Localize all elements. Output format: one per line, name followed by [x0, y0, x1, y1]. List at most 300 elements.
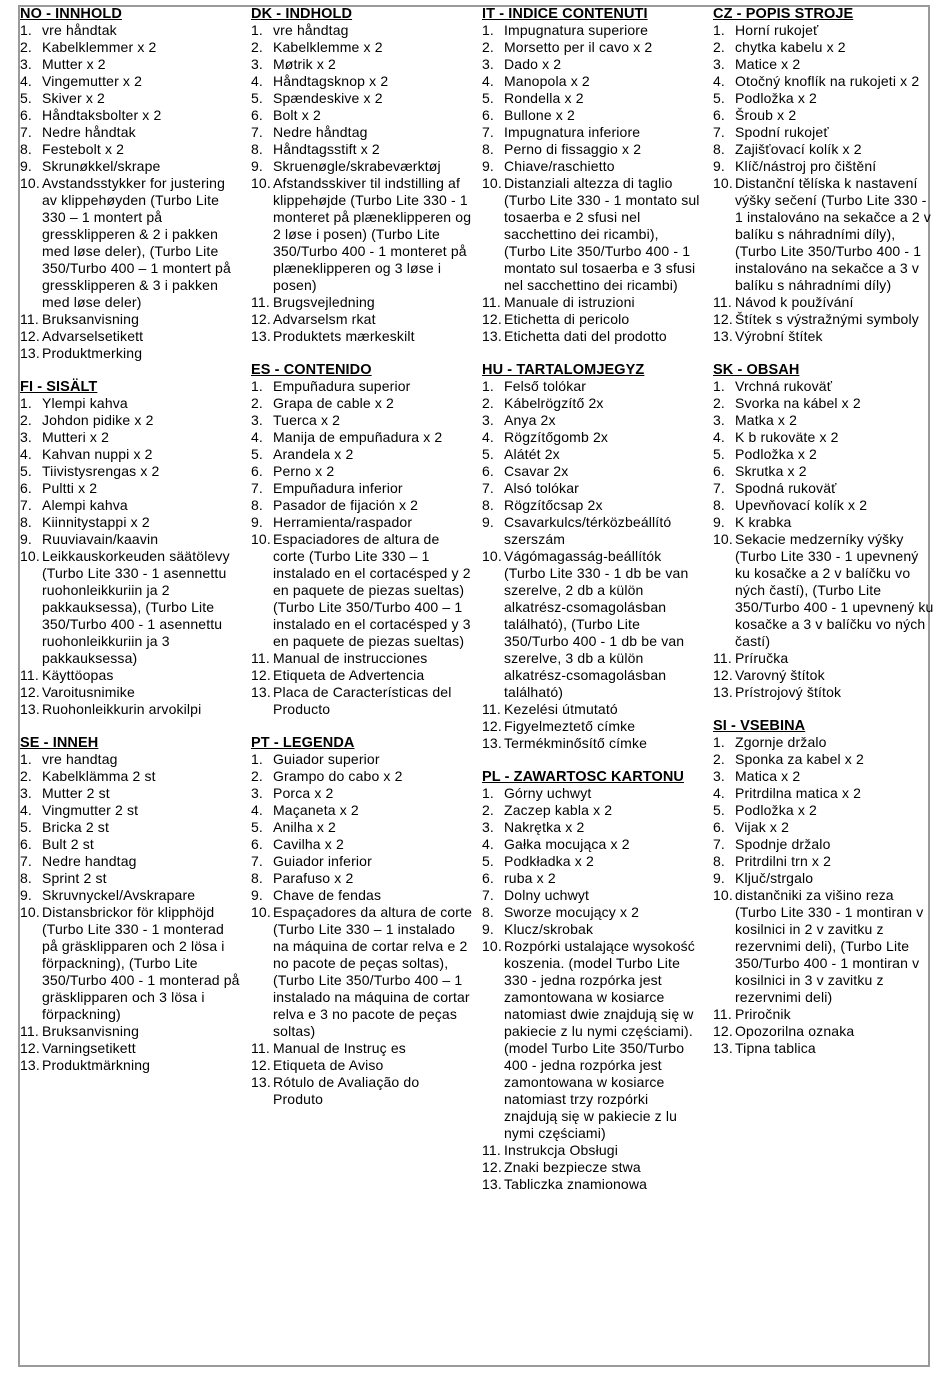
item-number: 3. — [251, 56, 263, 72]
item-text: Zaczep kabla x 2 — [504, 802, 613, 818]
item-text: Kahvan nuppi x 2 — [42, 446, 153, 462]
list-item — [20, 446, 242, 463]
list-item — [251, 751, 473, 768]
item-number: 2. — [20, 412, 32, 428]
list-item — [251, 56, 473, 73]
language-section — [251, 735, 473, 1108]
item-number: 11. — [20, 667, 39, 683]
item-text: Svorka na kábel x 2 — [735, 395, 861, 411]
item-number: 2. — [482, 395, 494, 411]
item-text: K b rukoväte x 2 — [735, 429, 839, 445]
language-section — [20, 6, 242, 362]
list-item — [713, 667, 935, 684]
item-number: 10. — [20, 175, 40, 191]
item-text: Manuale di istruzioni — [504, 294, 635, 310]
list-item — [713, 395, 935, 412]
item-number: 6. — [482, 463, 494, 479]
parts-list — [251, 22, 473, 345]
list-item — [20, 22, 242, 39]
item-number: 8. — [251, 870, 263, 886]
item-number: 6. — [713, 107, 725, 123]
item-text: Felső tolókar — [504, 378, 587, 394]
list-item — [20, 548, 242, 667]
item-text: Kabelklämma 2 st — [42, 768, 156, 784]
item-text: Manopola x 2 — [504, 73, 590, 89]
item-number: 7. — [713, 124, 725, 140]
item-text: Vingemutter x 2 — [42, 73, 143, 89]
item-number: 2. — [251, 768, 263, 784]
parts-list — [251, 378, 473, 718]
item-number: 7. — [20, 497, 32, 513]
section-title: NO - INNHOLD — [20, 6, 122, 22]
item-number: 5. — [713, 90, 725, 106]
item-text: Mutter 2 st — [42, 785, 110, 801]
parts-list — [713, 734, 935, 1057]
item-number: 6. — [251, 463, 263, 479]
list-item — [251, 446, 473, 463]
item-text: Alátét 2x — [504, 446, 560, 462]
item-text: Instrukcja Obsługi — [504, 1142, 618, 1158]
list-item — [251, 328, 473, 345]
item-text: Skruvnyckel/Avskrapare — [42, 887, 196, 903]
list-item — [251, 378, 473, 395]
list-item — [713, 429, 935, 446]
item-text: Herramienta/raspador — [273, 514, 413, 530]
section-title: SK - OBSAH — [713, 362, 800, 378]
item-number: 11. — [482, 701, 501, 717]
list-item — [713, 175, 935, 294]
list-item — [251, 531, 473, 650]
item-number: 5. — [482, 446, 494, 462]
item-number: 2. — [251, 395, 263, 411]
item-number: 13. — [482, 735, 502, 751]
item-number: 3. — [482, 412, 494, 428]
item-number: 7. — [20, 853, 32, 869]
item-text: Empuñadura inferior — [273, 480, 403, 496]
language-section — [251, 6, 473, 345]
item-number: 13. — [482, 328, 502, 344]
item-number: 9. — [20, 887, 32, 903]
item-text: Guiador inferior — [273, 853, 372, 869]
list-item — [251, 514, 473, 531]
item-number: 6. — [482, 870, 494, 886]
list-item — [713, 751, 935, 768]
list-item — [482, 141, 704, 158]
language-section — [482, 6, 704, 345]
item-number: 12. — [20, 328, 40, 344]
list-item — [20, 1057, 242, 1074]
item-number: 10. — [482, 938, 502, 954]
list-item — [20, 158, 242, 175]
list-item — [482, 311, 704, 328]
item-text: Rozpórki ustalające wysokość koszenia. (model Turbo Lite 330 - jedna rozpórka jest zamontowana w kosiarce natomiast dwie znajdują się w pakiecie z lu nymi częściami). (model Turbo Lite 350/Turbo 400 - jedna rozpórka jest zamontowana w kosiarce natomiast trzy rozpórki znajdują się w pakiecie z lu nymi częściami) — [504, 938, 695, 1141]
list-item — [713, 514, 935, 531]
list-item — [20, 39, 242, 56]
item-number: 4. — [20, 446, 32, 462]
list-item — [20, 463, 242, 480]
list-item — [251, 158, 473, 175]
list-item — [482, 887, 704, 904]
item-text: Csavar 2x — [504, 463, 569, 479]
item-number: 6. — [20, 480, 32, 496]
item-text: Ruuviavain/kaavin — [42, 531, 159, 547]
item-text: Bruksanvisning — [42, 311, 140, 327]
item-number: 4. — [251, 429, 263, 445]
list-item — [713, 294, 935, 311]
item-text: Sekacie medzerníky výšky (Turbo Lite 330 - 1 upevnený ku kosačke a 2 v balíčku vo ných častí), (Turbo Lite 350/Turbo 400 - 1 upevnený ku kosačke a 3 v balíčku vo ných častí) — [735, 531, 934, 649]
section-title: ES - CONTENIDO — [251, 362, 372, 378]
item-text: Johdon pidike x 2 — [42, 412, 154, 428]
list-item — [482, 446, 704, 463]
item-text: Csavarkulcs/térközbeállító szerszám — [504, 514, 672, 547]
list-item — [713, 836, 935, 853]
list-item — [482, 514, 704, 548]
list-item — [251, 802, 473, 819]
item-number: 7. — [251, 853, 263, 869]
item-number: 1. — [251, 751, 263, 767]
list-item — [20, 751, 242, 768]
item-number: 12. — [251, 667, 271, 683]
list-item — [251, 90, 473, 107]
item-text: Varovný štítok — [735, 667, 825, 683]
column-4 — [713, 6, 935, 1074]
item-text: Podložka x 2 — [735, 446, 817, 462]
item-number: 3. — [713, 768, 725, 784]
list-item — [713, 887, 935, 1006]
list-item — [713, 90, 935, 107]
item-text: Pultti x 2 — [42, 480, 98, 496]
list-item — [482, 158, 704, 175]
list-item — [482, 107, 704, 124]
list-item — [713, 480, 935, 497]
item-number: 2. — [713, 39, 725, 55]
item-number: 1. — [20, 22, 32, 38]
list-item — [482, 1159, 704, 1176]
list-item — [482, 938, 704, 1142]
list-item — [482, 921, 704, 938]
list-item — [251, 39, 473, 56]
item-number: 1. — [713, 22, 725, 38]
item-text: Manual de Instruç es — [273, 1040, 406, 1056]
column-1 — [20, 6, 242, 1091]
item-text: Produktets mærkeskilt — [273, 328, 415, 344]
list-item — [20, 531, 242, 548]
item-text: Mutter x 2 — [42, 56, 106, 72]
item-text: Ylempi kahva — [42, 395, 128, 411]
list-item — [20, 819, 242, 836]
list-item — [482, 412, 704, 429]
item-text: vre håndtak — [42, 22, 117, 38]
item-text: Zajišťovací kolík x 2 — [735, 141, 862, 157]
item-text: Klucz/skrobak — [504, 921, 594, 937]
list-item — [251, 836, 473, 853]
item-number: 3. — [482, 56, 494, 72]
list-item — [482, 904, 704, 921]
list-item — [20, 107, 242, 124]
list-item — [482, 463, 704, 480]
item-number: 12. — [713, 1023, 733, 1039]
item-number: 13. — [20, 1057, 40, 1073]
item-number: 9. — [251, 158, 263, 174]
list-item — [251, 497, 473, 514]
list-item — [20, 311, 242, 328]
item-text: Opozorilna oznaka — [735, 1023, 855, 1039]
parts-list — [482, 785, 704, 1193]
item-text: Bricka 2 st — [42, 819, 110, 835]
list-item — [251, 395, 473, 412]
item-text: Arandela x 2 — [273, 446, 354, 462]
list-item — [251, 107, 473, 124]
item-number: 4. — [482, 73, 494, 89]
list-item — [20, 514, 242, 531]
item-number: 5. — [713, 446, 725, 462]
item-text: Chiave/raschietto — [504, 158, 615, 174]
list-item — [20, 328, 242, 345]
list-item — [20, 667, 242, 684]
list-item — [251, 870, 473, 887]
item-number: 6. — [251, 836, 263, 852]
item-text: Pasador de fijación x 2 — [273, 497, 419, 513]
item-number: 6. — [20, 836, 32, 852]
item-text: Zgornje držalo — [735, 734, 827, 750]
list-item — [20, 124, 242, 141]
item-text: Výrobní štítek — [735, 328, 823, 344]
section-title: PL - ZAWARTOSC KARTONU — [482, 769, 684, 785]
item-number: 10. — [251, 904, 271, 920]
item-text: Placa de Características del Producto — [273, 684, 452, 717]
language-section — [482, 362, 704, 752]
list-item — [251, 311, 473, 328]
list-item — [251, 412, 473, 429]
item-number: 12. — [482, 311, 502, 327]
item-number: 3. — [251, 785, 263, 801]
list-item — [482, 56, 704, 73]
item-number: 5. — [713, 802, 725, 818]
list-item — [251, 819, 473, 836]
item-text: Kezelési útmutató — [504, 701, 618, 717]
item-number: 3. — [251, 412, 263, 428]
item-number: 11. — [251, 650, 270, 666]
list-item — [713, 870, 935, 887]
item-number: 6. — [20, 107, 32, 123]
item-text: Návod k používání — [735, 294, 854, 310]
item-text: Empuñadura superior — [273, 378, 411, 394]
list-item — [713, 684, 935, 701]
item-text: Etichetta di pericolo — [504, 311, 630, 327]
list-item — [713, 497, 935, 514]
item-number: 9. — [482, 514, 494, 530]
list-item — [20, 853, 242, 870]
section-title: DK - INDHOLD — [251, 6, 353, 22]
list-item — [251, 684, 473, 718]
list-item — [482, 124, 704, 141]
list-item — [251, 1040, 473, 1057]
item-text: Porca x 2 — [273, 785, 334, 801]
list-item — [713, 802, 935, 819]
item-text: Impugnatura inferiore — [504, 124, 641, 140]
item-text: Otočný knoflík na rukojeti x 2 — [735, 73, 920, 89]
item-text: Alempi kahva — [42, 497, 128, 513]
item-text: Cavilha x 2 — [273, 836, 344, 852]
item-text: Spændeskive x 2 — [273, 90, 383, 106]
item-text: Håndtagsknop x 2 — [273, 73, 389, 89]
item-text: Impugnatura superiore — [504, 22, 649, 38]
item-number: 1. — [20, 751, 32, 767]
column-3 — [482, 6, 704, 1210]
item-number: 5. — [251, 819, 263, 835]
list-item — [482, 480, 704, 497]
item-number: 11. — [20, 1023, 39, 1039]
item-text: Tipna tablica — [735, 1040, 816, 1056]
item-text: Distanziali altezza di taglio (Turbo Lite 330 - 1 montato sul tosaerba e 2 sfusi nel sacchettino dei ricambi), (Turbo Lite 350/Turbo 400 - 1 montato sul tosaerba e 3 sfusi nel sacchettino dei ricambi) — [504, 175, 700, 293]
item-text: ruba x 2 — [504, 870, 556, 886]
item-text: Klíč/nástroj pro čištění — [735, 158, 877, 174]
item-number: 9. — [713, 158, 725, 174]
item-number: 10. — [251, 175, 271, 191]
list-item — [251, 1057, 473, 1074]
list-item — [713, 1023, 935, 1040]
list-item — [713, 1006, 935, 1023]
list-item — [482, 701, 704, 718]
item-number: 11. — [20, 311, 39, 327]
parts-list — [20, 395, 242, 718]
item-number: 12. — [251, 1057, 271, 1073]
item-text: Produktmerking — [42, 345, 143, 361]
list-item — [713, 853, 935, 870]
language-section — [713, 718, 935, 1057]
list-item — [482, 429, 704, 446]
section-title: SE - INNEH — [20, 735, 99, 751]
item-text: Skrunøkkel/skrape — [42, 158, 161, 174]
parts-list — [20, 22, 242, 362]
item-number: 4. — [482, 836, 494, 852]
item-text: Manual de instrucciones — [273, 650, 428, 666]
item-number: 12. — [482, 1159, 502, 1175]
item-text: vre handtag — [42, 751, 118, 767]
item-text: Bruksanvisning — [42, 1023, 140, 1039]
item-number: 4. — [20, 73, 32, 89]
list-item — [713, 124, 935, 141]
item-number: 10. — [20, 548, 40, 564]
list-item — [713, 531, 935, 650]
section-title: CZ - POPIS STROJE — [713, 6, 854, 22]
item-text: Matka x 2 — [735, 412, 798, 428]
item-text: Grapa de cable x 2 — [273, 395, 394, 411]
item-number: 1. — [251, 378, 263, 394]
language-section — [713, 6, 935, 345]
item-text: Vingmutter 2 st — [42, 802, 139, 818]
list-item — [482, 1176, 704, 1193]
item-text: Ruohonleikkurin arvokilpi — [42, 701, 202, 717]
item-number: 11. — [251, 294, 270, 310]
item-number: 12. — [713, 667, 733, 683]
item-text: Skruenøgle/skrabeværktøj — [273, 158, 441, 174]
item-text: Rondella x 2 — [504, 90, 584, 106]
item-text: Afstandsskiver til indstilling af klippehøjde (Turbo Lite 330 - 1 monteret på plæneklipperen og 2 løse i posen) (Turbo Lite 350/Turbo 400 - 1 monteret på plæneklipperen og 3 løse i posen) — [273, 175, 472, 293]
item-text: Matice x 2 — [735, 56, 801, 72]
item-text: Kábelrögzítő 2x — [504, 395, 604, 411]
item-number: 7. — [482, 480, 494, 496]
item-number: 1. — [713, 378, 725, 394]
item-text: Bolt x 2 — [273, 107, 321, 123]
list-item — [251, 853, 473, 870]
item-text: Tabliczka znamionowa — [504, 1176, 648, 1192]
item-text: Parafuso x 2 — [273, 870, 354, 886]
item-text: Kabelklemmer x 2 — [42, 39, 157, 55]
item-text: Znaki bezpiecze stwa — [504, 1159, 641, 1175]
item-number: 11. — [713, 1006, 732, 1022]
item-number: 10. — [251, 531, 271, 547]
item-text: Prístrojový štítok — [735, 684, 842, 700]
list-item — [20, 904, 242, 1023]
list-item — [251, 124, 473, 141]
item-number: 12. — [713, 311, 733, 327]
item-number: 4. — [713, 73, 725, 89]
list-item — [713, 141, 935, 158]
item-text: Šroub x 2 — [735, 107, 797, 123]
item-text: Distanční tělíska k nastavení výšky sečení (Turbo Lite 330 - 1 instalováno na sekačce a 2 v balíku s náhradními díly), (Turbo Lite 350/Turbo 400 - 1 instalováno na sekačce a 3 v balíku s náhradními díly) — [735, 175, 931, 293]
list-item — [482, 378, 704, 395]
item-text: Termékminősítő címke — [504, 735, 648, 751]
list-item — [20, 887, 242, 904]
item-text: Guiador superior — [273, 751, 380, 767]
item-number: 9. — [482, 921, 494, 937]
item-number: 1. — [251, 22, 263, 38]
list-item — [713, 1040, 935, 1057]
list-item — [482, 785, 704, 802]
item-number: 13. — [713, 328, 733, 344]
section-title: SI - VSEBINA — [713, 718, 806, 734]
item-number: 4. — [713, 785, 725, 801]
parts-list — [713, 378, 935, 701]
list-item — [482, 294, 704, 311]
item-text: Varningsetikett — [42, 1040, 136, 1056]
item-number: 5. — [20, 90, 32, 106]
item-text: Ključ/strgalo — [735, 870, 814, 886]
item-text: Podkładka x 2 — [504, 853, 594, 869]
parts-list — [482, 378, 704, 752]
item-number: 5. — [251, 90, 263, 106]
item-text: Perno x 2 — [273, 463, 335, 479]
list-item — [251, 1074, 473, 1108]
item-text: Spodní rukojeť — [735, 124, 829, 140]
item-number: 5. — [20, 463, 32, 479]
item-number: 1. — [482, 785, 494, 801]
list-item — [713, 819, 935, 836]
list-item — [20, 90, 242, 107]
item-number: 3. — [482, 819, 494, 835]
list-item — [20, 395, 242, 412]
item-number: 7. — [713, 836, 725, 852]
item-text: Distansbrickor för klipphöjd (Turbo Lite 330 - 1 monterad på gräsklipparen och 2 lösa i förpackning), (Turbo Lite 350/Turbo 400 - 1 monterad på gräsklipparen och 3 lösa i förpackning) — [42, 904, 240, 1022]
item-text: Produktmärkning — [42, 1057, 151, 1073]
item-text: Štítek s výstražnými symboly — [735, 311, 919, 327]
list-item — [713, 650, 935, 667]
item-text: Rótulo de Avaliação do Produto — [273, 1074, 420, 1107]
list-item — [713, 73, 935, 90]
item-number: 1. — [713, 734, 725, 750]
language-section — [20, 379, 242, 718]
item-text: Anya 2x — [504, 412, 556, 428]
list-item — [20, 497, 242, 514]
item-text: Gałka mocująca x 2 — [504, 836, 630, 852]
item-number: 8. — [20, 514, 32, 530]
item-text: Matica x 2 — [735, 768, 801, 784]
item-text: Advarselsetikett — [42, 328, 144, 344]
item-text: chytka kabelu x 2 — [735, 39, 846, 55]
list-item — [713, 39, 935, 56]
list-item — [713, 158, 935, 175]
